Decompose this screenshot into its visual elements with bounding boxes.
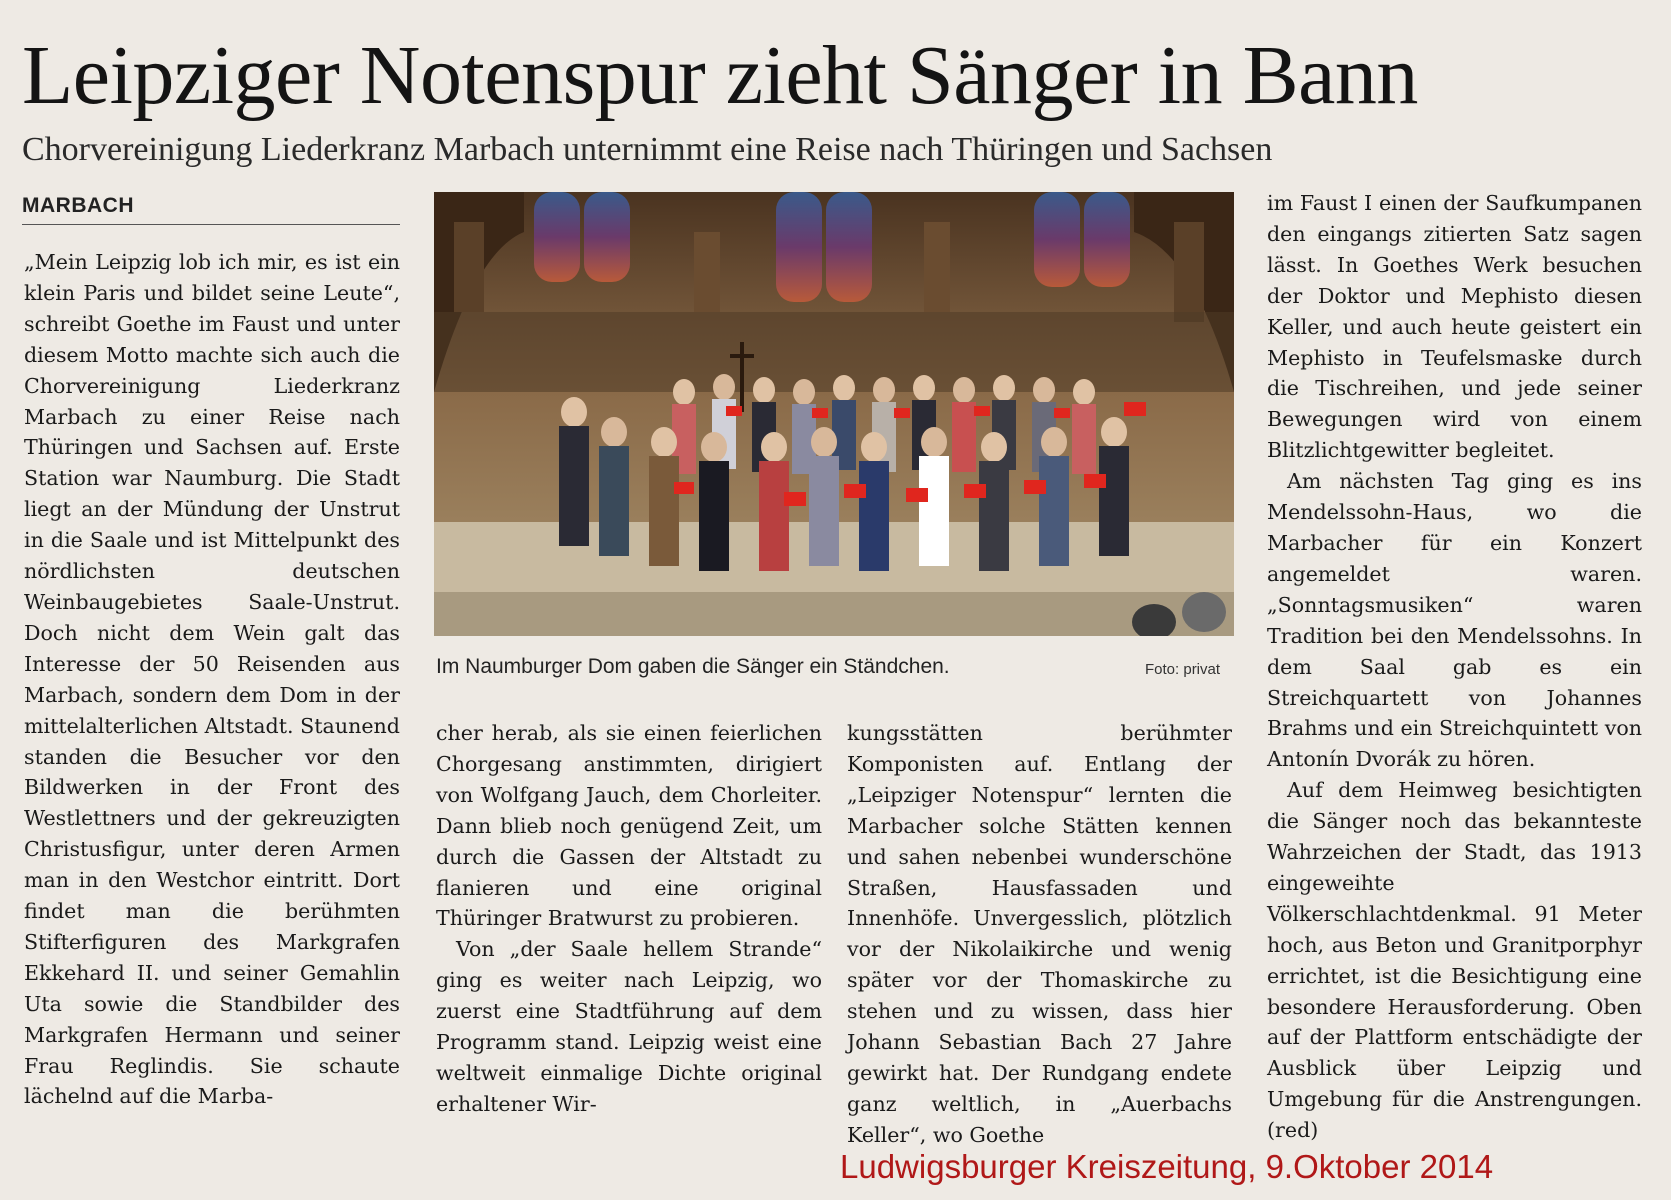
paragraph: im Faust I einen der Saufkumpanen den eingangs zitierten Satz sagen lässt. In Goethes Werk besuchen der Doktor und Mephisto diesen Keller, und auch heute geistert ein Mephisto in Teufelsmaske durch die Tischreihen, und jede seiner Bewegungen wird von einem Blitzlichtgewitter begleitet.	[1267, 191, 1642, 463]
paragraph: Am nächsten Tag ging es ins Mendelssohn-Haus, wo die Marbacher für ein Konzert angemeldet waren. „Sonntagsmusiken“ waren Tradition bei den Mendelssohns. In dem Saal gab es ein Streichquartett von Johannes Brahms und ein Streichquintett von Antonín Dvorák zu hören.	[1267, 469, 1642, 772]
paragraph: cher herab, als sie einen feierlichen Chorgesang anstimmten, dirigiert von Wolfgang Jauch, dem Chorleiter. Dann blieb noch genügend Zeit, um durch die Gassen der Altstadt zu flanieren und eine original Thüringer Bratwurst zu probieren.	[436, 721, 822, 931]
headline: Leipziger Notenspur zieht Sänger in Bann	[22, 29, 1418, 122]
photo-caption: Im Naumburger Dom gaben die Sänger ein Ständchen.	[436, 655, 950, 678]
subheadline: Chorvereinigung Liederkranz Marbach unternimmt eine Reise nach Thüringen und Sachsen	[22, 131, 1273, 168]
article-column-2	[436, 718, 822, 1120]
article-column-3	[847, 718, 1232, 1151]
choir-photo	[434, 192, 1234, 636]
article-column-4	[1267, 188, 1642, 1146]
dateline: MARBACH	[22, 194, 400, 225]
paragraph: Auf dem Heimweg besichtigten die Sänger noch das bekannteste Wahrzeichen der Stadt, das 1913 eingeweihte Völkerschlachtdenkmal. 91 Meter hoch, aus Beton und Granitporphyr errichtet, ist die Besichtigung eine besondere Herausforderung. Oben auf der Plattform entschädigte der Ausblick über Leipzig und Umgebung für die Anstrengungen. (red)	[1267, 778, 1642, 1143]
article-column-1	[24, 247, 400, 1112]
paragraph: „Mein Leipzig lob ich mir, es ist ein klein Paris und bildet seine Leute“, schreibt Goethe im Faust und unter diesem Motto machte sich auch die Chorvereinigung Liederkranz Marbach zu einer Reise nach Thüringen und Sachsen auf. Erste Station war Naumburg. Die Stadt liegt an der Mündung der Unstrut in die Saale und ist Mittelpunkt des nördlichsten deutschen Weinbaugebietes Saale-Unstrut. Doch nicht dem Wein galt das Interesse der 50 Reisenden aus Marbach, sondern dem Dom in der mittelalterlichen Altstadt. Staunend standen die Besucher vor den Bildwerken in der Front des Westlettners und der gekreuzigten Christusfigur, unter deren Armen man in den Westchor eintritt. Dort findet man die berühmten Stifterfiguren des Markgrafen Ekkehard II. und seiner Gemahlin Uta sowie die Standbilder des Markgrafen Hermann und seiner Frau Reglindis. Sie schaute lächelnd auf die Marba-	[24, 250, 400, 1109]
paragraph: kungsstätten berühmter Komponisten auf. Entlang der „Leipziger Notenspur“ lernten die Marbacher solche Stätten kennen und sahen nebenbei wunderschöne Straßen, Hausfassaden und Innenhöfe. Unvergesslich, plötzlich vor der Nikolaikirche und wenig später vor der Thomaskirche zu stehen und zu wissen, dass hier Johann Sebastian Bach 27 Jahre gewirkt hat. Der Rundgang endete ganz weltlich, in „Auerbachs Keller“, wo Goethe	[847, 721, 1232, 1147]
source-annotation: Ludwigsburger Kreiszeitung, 9.Oktober 2014	[840, 1148, 1494, 1185]
photo-credit: Foto: privat	[1145, 661, 1221, 678]
paragraph: Von „der Saale hellem Strande“ ging es weiter nach Leipzig, wo zuerst eine Stadtführung auf dem Programm stand. Leipzig weist eine weltweit einmalige Dichte original erhaltener Wir-	[436, 937, 822, 1116]
